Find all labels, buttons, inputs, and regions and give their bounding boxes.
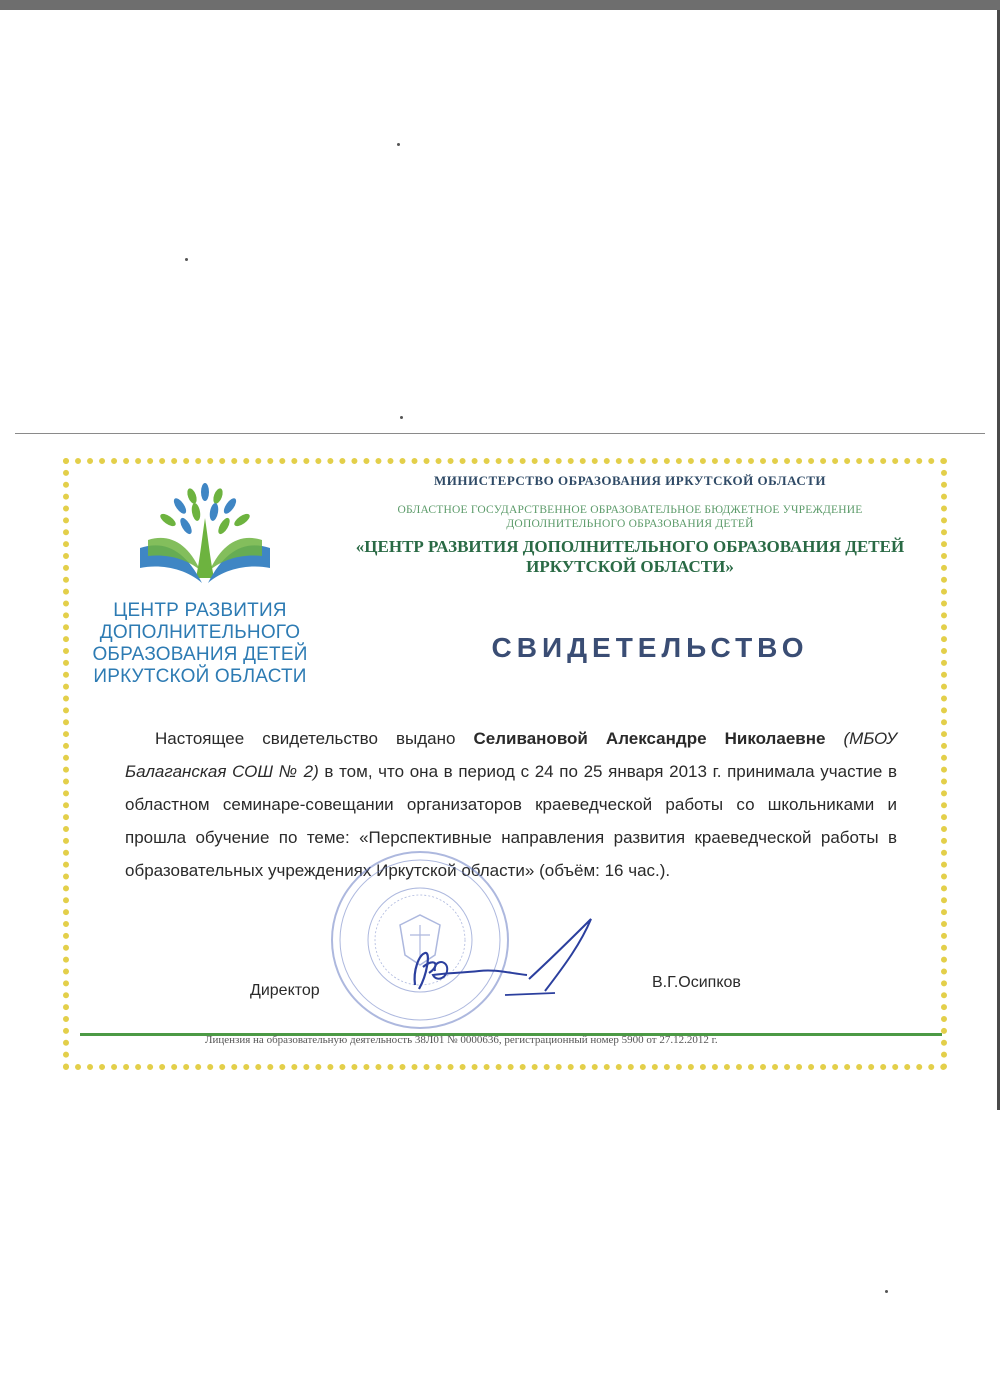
organization-name-line: ИРКУТСКОЙ ОБЛАСТИ» — [526, 557, 734, 576]
logo-line: ИРКУТСКОЙ ОБЛАСТИ — [93, 666, 307, 687]
director-name: В.Г.Осипков — [652, 974, 741, 991]
scan-speck — [185, 258, 188, 261]
scan-speck — [885, 1290, 888, 1293]
fold-line — [15, 433, 985, 434]
certificate-title: СВИДЕТЕЛЬСТВО — [491, 632, 809, 663]
scan-edge-top — [0, 0, 1000, 10]
tree-book-logo-icon — [130, 478, 280, 598]
body-text: в том, что она в период с 24 по 25 января 2013 г. принимала участие в областном семинаре-совещании организаторов краеведческой работы со школьниками и прошла обучение по теме: «Перспективные направления развития краеведческой работы в образовательных учреждениях Иркутской области» (объём: 16 час.). — [125, 762, 897, 880]
logo-line: ОБРАЗОВАНИЯ ДЕТЕЙ — [92, 644, 308, 665]
institution-type-line: ОБЛАСТНОЕ ГОСУДАРСТВЕННОЕ ОБРАЗОВАТЕЛЬНОЕ БЮДЖЕТНОЕ УЧРЕЖДЕНИЕ — [397, 504, 863, 516]
institution-type — [350, 503, 910, 531]
scan-speck — [400, 416, 403, 419]
scan-speck — [397, 143, 400, 146]
institution-type-line: ДОПОЛНИТЕЛЬНОГО ОБРАЗОВАНИЯ ДЕТЕЙ — [506, 518, 754, 530]
director-position: Директор — [250, 982, 320, 999]
license-text: Лицензия на образовательную деятельность 38Л01 № 0000636, регистрационный номер 5900 от 27.12.2012 г. — [205, 1034, 718, 1046]
organization-name-line: «ЦЕНТР РАЗВИТИЯ ДОПОЛНИТЕЛЬНОГО ОБРАЗОВАНИЯ ДЕТЕЙ — [355, 537, 905, 556]
logo-line: ДОПОЛНИТЕЛЬНОГО — [99, 622, 301, 643]
logo-caption — [70, 600, 330, 688]
recipient-school: (МБОУ Балаганская СОШ № 2) — [125, 729, 897, 781]
logo-line: ЦЕНТР РАЗВИТИЯ — [113, 600, 287, 621]
body-intro: Настоящее свидетельство выдано — [155, 729, 474, 748]
director-signature-icon — [405, 915, 605, 1005]
recipient-name: Селивановой Александре Николаевне — [473, 729, 826, 748]
organization-name — [330, 537, 930, 577]
ministry-heading: МИНИСТЕРСТВО ОБРАЗОВАНИЯ ИРКУТСКОЙ ОБЛАСТИ — [433, 473, 827, 488]
